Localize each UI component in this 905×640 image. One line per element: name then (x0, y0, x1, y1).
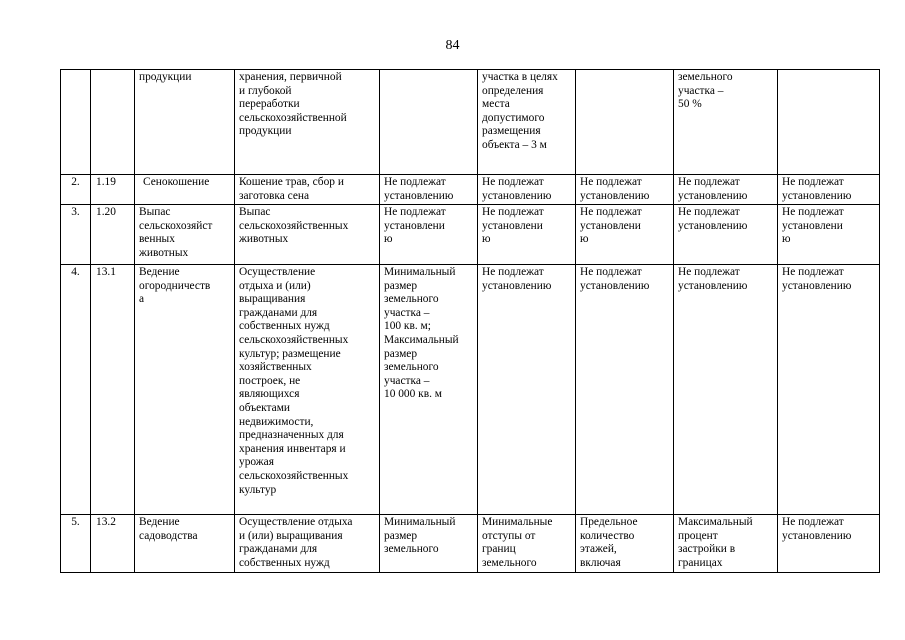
page-number: 84 (445, 38, 460, 53)
code-cell: 1.19 (91, 175, 135, 205)
parameter-cell: земельного участка – 50 % (674, 70, 778, 175)
parameter-cell: Не подлежат установлению (380, 175, 478, 205)
parameter-cell: Не подлежат установлению (778, 515, 880, 573)
parameter-cell: Не подлежат установлению (674, 175, 778, 205)
parameter-cell: Не подлежат установлению (778, 265, 880, 515)
row-number-cell: 2. (61, 175, 91, 205)
parameter-cell: Минимальный размер земельного участка – 100 кв. м; Максимальный размер земельного участка – 10 000 кв. м (380, 265, 478, 515)
parameter-cell: Не подлежат установлению (576, 265, 674, 515)
use-name-cell: Ведение огородничеств а (135, 265, 235, 515)
parameter-cell: Минимальные отступы от границ земельного (478, 515, 576, 573)
table-row (61, 70, 880, 175)
table-row (61, 515, 880, 573)
parameter-cell: Не подлежат установлению (674, 205, 778, 265)
parameter-cell (576, 70, 674, 175)
description-cell: Осуществление отдыха и (или) выращивания гражданами для собственных нужд (235, 515, 380, 573)
description-cell: Кошение трав, сбор и заготовка сена (235, 175, 380, 205)
parameter-cell: Не подлежат установлению (778, 175, 880, 205)
description-cell: Осуществление отдыха и (или) выращивания гражданами для собственных нужд сельскохозяйственных культур; размещение хозяйственных построек, не являющихся объектами недвижимости, предназначенных для хранения инвентаря и урожая сельскохозяйственных культур (235, 265, 380, 515)
row-number-cell: 4. (61, 265, 91, 515)
parameter-cell: Не подлежат установлению (576, 175, 674, 205)
code-cell (91, 70, 135, 175)
row-number-cell (61, 70, 91, 175)
parameter-cell (778, 70, 880, 175)
table-row (61, 265, 880, 515)
parameter-cell: Не подлежат установлению (478, 265, 576, 515)
parameter-cell: Минимальный размер земельного (380, 515, 478, 573)
parameter-cell: Максимальный процент застройки в границах (674, 515, 778, 573)
code-cell: 13.1 (91, 265, 135, 515)
land-use-table (60, 69, 880, 573)
parameter-cell: Предельное количество этажей, включая (576, 515, 674, 573)
use-name-cell: Ведение садоводства (135, 515, 235, 573)
row-number-cell: 5. (61, 515, 91, 573)
code-cell: 1.20 (91, 205, 135, 265)
parameter-cell: Не подлежат установлени ю (478, 205, 576, 265)
description-cell: Выпас сельскохозяйственных животных (235, 205, 380, 265)
code-cell: 13.2 (91, 515, 135, 573)
description-cell: хранения, первичной и глубокой переработки сельскохозяйственной продукции (235, 70, 380, 175)
row-number-cell: 3. (61, 205, 91, 265)
parameter-cell: Не подлежат установлени ю (778, 205, 880, 265)
parameter-cell (380, 70, 478, 175)
parameter-cell: Не подлежат установлени ю (576, 205, 674, 265)
parameter-cell: Не подлежат установлению (478, 175, 576, 205)
parameter-cell: Не подлежат установлени ю (380, 205, 478, 265)
use-name-cell: Сенокошение (135, 175, 235, 205)
table-row (61, 175, 880, 205)
use-name-cell: Выпас сельскохозяйст венных животных (135, 205, 235, 265)
parameter-cell: Не подлежат установлению (674, 265, 778, 515)
use-name-cell: продукции (135, 70, 235, 175)
parameter-cell: участка в целях определения места допустимого размещения объекта – 3 м (478, 70, 576, 175)
table-row (61, 205, 880, 265)
